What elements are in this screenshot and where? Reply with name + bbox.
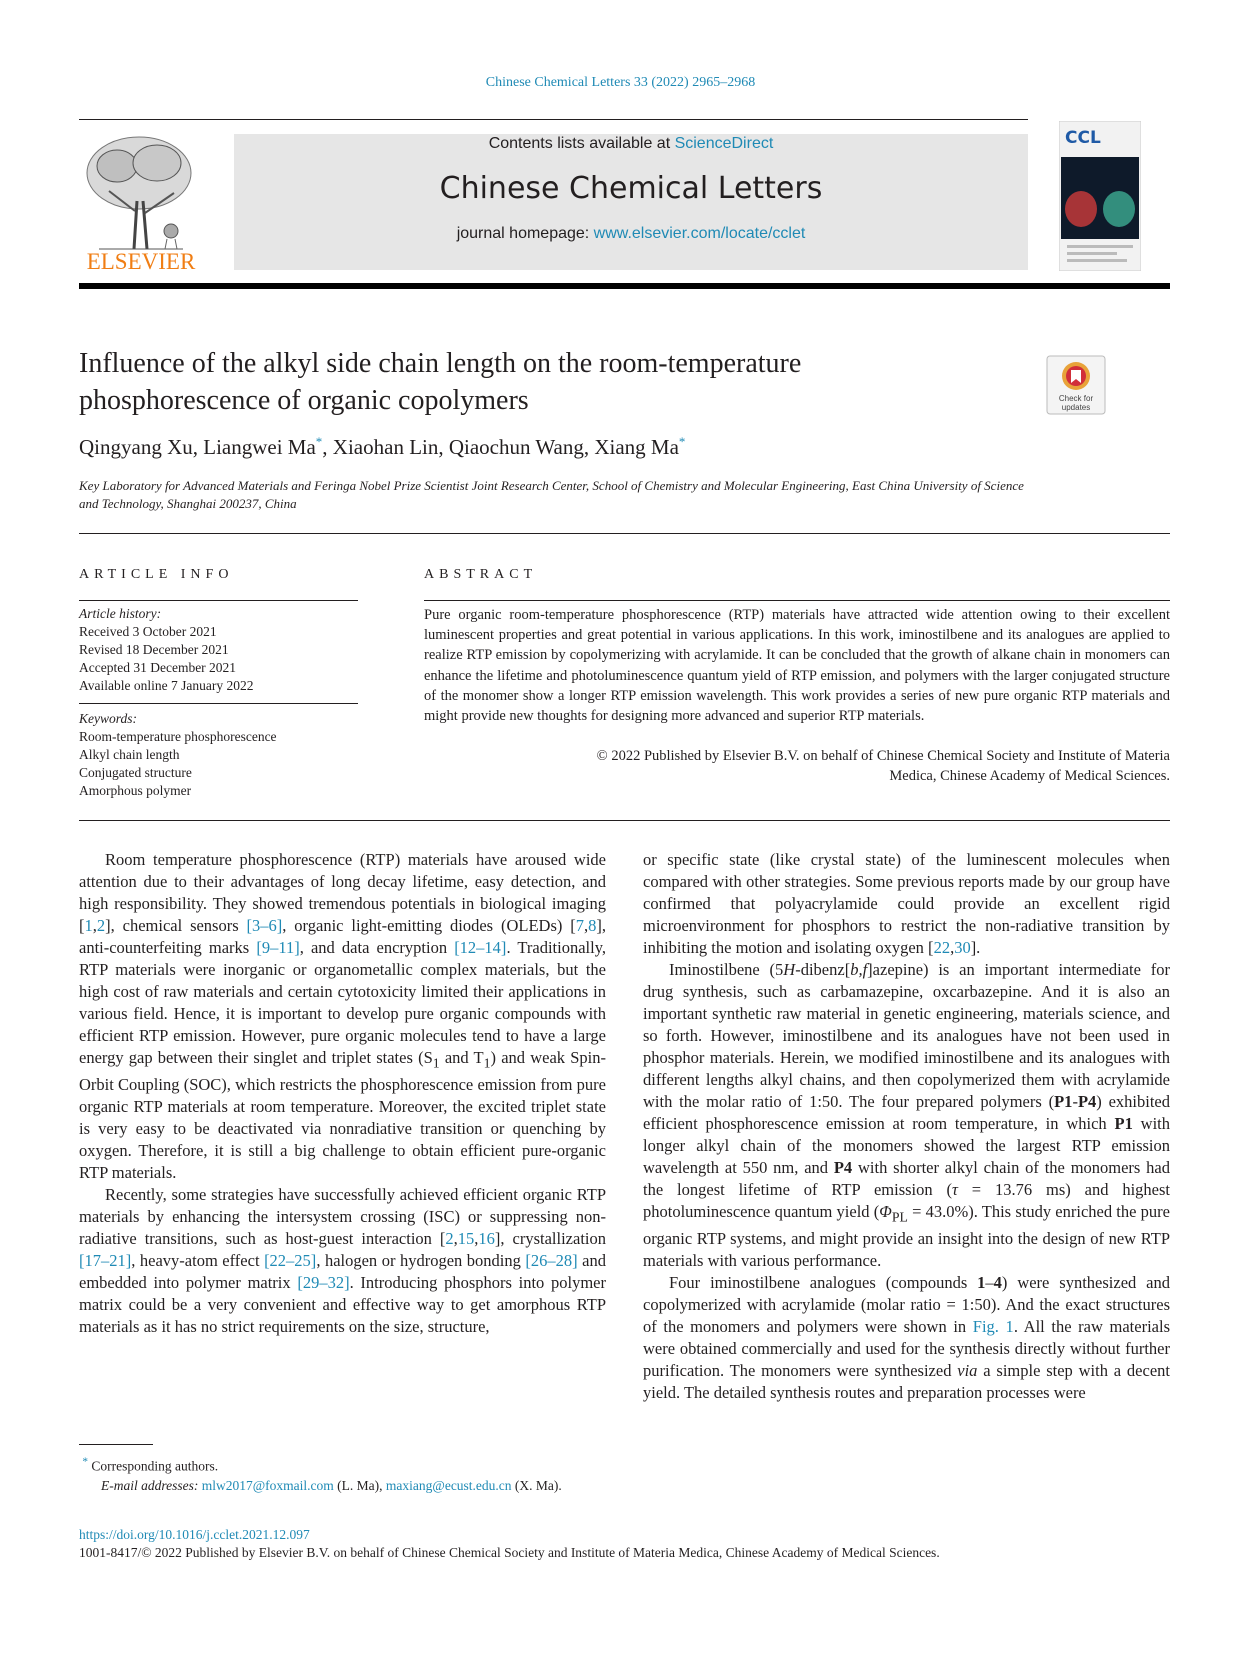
cover-title: CCL bbox=[1065, 128, 1101, 148]
keyword: Conjugated structure bbox=[79, 765, 192, 780]
doi-link[interactable]: https://doi.org/10.1016/j.cclet.2021.12.097 bbox=[79, 1527, 310, 1542]
email-link[interactable]: maxiang@ecust.edu.cn bbox=[385, 1477, 512, 1493]
citation-link[interactable]: [26–28] bbox=[525, 1251, 578, 1271]
history-revised: Revised 18 December 2021 bbox=[79, 642, 229, 657]
journal-reference[interactable]: Chinese Chemical Letters 33 (2022) 2965–2968 bbox=[485, 75, 756, 90]
copyright-line: © 2022 Published by Elsevier B.V. on behalf of Chinese Chemical Society and Institute of Materia bbox=[596, 748, 1170, 764]
homepage-link[interactable]: www.elsevier.com/locate/cclet bbox=[593, 225, 806, 242]
keyword: Amorphous polymer bbox=[79, 783, 192, 798]
homepage-line bbox=[234, 225, 1028, 243]
keyword: Room-temperature phosphorescence bbox=[79, 729, 277, 744]
history-received: Received 3 October 2021 bbox=[79, 624, 217, 639]
citation-link[interactable]: 22 bbox=[933, 938, 951, 957]
author: Qingyang Xu bbox=[79, 435, 193, 459]
author: Liangwei Ma bbox=[203, 435, 316, 459]
citation-link[interactable]: [22–25] bbox=[264, 1251, 317, 1271]
paragraph: Iminostilbene (5H-dibenz[b,f]azepine) is an important intermediate for drug synthesis, such as carbamazepine, oxcarbazepine. And it is also an important synthetic raw material in genetic engineering, materials science, and so forth. However, iminostilbene and its analogues have not been used in phosphor materials. Herein, we modified iminostilbene and its analogues with different lengths alkyl chains, and then copolymerized them with acrylamide with the molar ratio of 1:50. The four prepared polymers (P1-P4) exhibited efficient phosphorescence emission at room temperature, in which P1 with longer alkyl chain of the monomers showed the largest RTP emission wavelength at 550 nm, and P4 with shorter alkyl chain of the monomers had the longest lifetime of RTP emission (τ = 13.76 ms) and highest photoluminescence quantum yield $(\Phi_{PL} = 43.0\%)$. This study enriched the pure organic RTP systems, and might provide an insight into the design of new RTP materials with various performance. bbox=[643, 960, 1170, 1271]
history-accepted: Accepted 31 December 2021 bbox=[79, 660, 237, 675]
citation-link[interactable]: 15 bbox=[457, 1229, 475, 1249]
body-column-left bbox=[79, 849, 606, 1338]
top-rule bbox=[79, 119, 1028, 120]
svg-text:Check for: Check for bbox=[1058, 394, 1094, 403]
paragraph: Room temperature phosphorescence (RTP) materials have aroused wide attention due to their advantages of long decay lifetime, easy detection, and high responsibility. They showed tremendous potentials in biological imaging [1,2], chemical sensors [3–6], organic light-emitting diodes (OLEDs) [7,8], anti-counterfeiting marks [9–11], and data encryption [12–14]. Traditionally, RTP materials were inorganic or organometallic complex materials, but the high cost of raw materials and certain cytotoxicity limited their applications in various field. Hence, it is important to develop pure organic compounds with efficient RTP emission. However, pure organic molecules tend to have a large energy gap between their singlet and triplet states ($S_1$ and $T_1$) and weak Spin-Orbit Coupling (SOC), which restricts the phosphorescence emission from pure organic RTP materials at room temperature. Moreover, the excited triplet state is very easy to be deactivated via nonradiative transition or quenching by oxygen. Therefore, it is still a big challenge to obtain efficient pure-organic RTP materials. bbox=[79, 850, 606, 1183]
elsevier-wordmark: ELSEVIER bbox=[86, 249, 196, 274]
citation-link[interactable]: 2 bbox=[445, 1229, 454, 1249]
affiliation: Key Laboratory for Advanced Materials and Feringa Nobel Prize Scientist Joint Research Center, School of Chemistry and Molecular Engineering, East China University of Science and Technology, Shanghai 200237, China bbox=[79, 478, 1024, 511]
figure-link[interactable]: Fig. 1 bbox=[972, 1317, 1014, 1337]
rule bbox=[79, 820, 1170, 821]
paragraph: Recently, some strategies have successfully achieved efficient organic RTP materials by enhancing the intersystem crossing (ISC) or suppressing non-radiative transitions, such as host-guest interaction [2,15,16], crystallization [17–21], heavy-atom effect [22–25], halogen or hydrogen bonding [26–28] and embedded into polymer matrix [29–32]. Introducing phosphors into polymer matrix could be a very convenient and effective way to get amorphous RTP materials as it has no strict requirements on the size, structure, bbox=[79, 1185, 606, 1337]
author-list: Qingyang Xu, Liangwei Ma*, Xiaohan Lin, Qiaochun Wang, Xiang Ma* bbox=[79, 434, 686, 459]
elsevier-logo[interactable] bbox=[79, 131, 203, 274]
svg-text:updates: updates bbox=[1061, 403, 1091, 412]
journal-banner bbox=[234, 134, 1028, 270]
corresponding-note: * Corresponding authors. bbox=[82, 1456, 219, 1474]
citation-link[interactable]: 16 bbox=[478, 1229, 495, 1249]
abstract-heading: ABSTRACT bbox=[424, 567, 538, 582]
header-thick-rule bbox=[79, 283, 1170, 289]
citation-link[interactable]: [9–11] bbox=[256, 938, 300, 957]
rule bbox=[79, 600, 358, 601]
article-history bbox=[79, 605, 253, 695]
tree-icon bbox=[79, 131, 203, 274]
article-info-heading: ARTICLE INFO bbox=[79, 567, 234, 582]
keywords-label: Keywords: bbox=[79, 711, 137, 726]
abstract-text: Pure organic room-temperature phosphorescence (RTP) materials have attracted wide attention owing to their excellent luminescent properties and great potential in various applications. In this work, iminostilbene and its analogues are applied to realize RTP emission by copolymerizing with acrylamide. It can be concluded that the growth of alkane chain in monomers can enhance the lifetime and photoluminescence quantum yield of RTP emission, and polymers with the larger conjugated structure of the monomer show a longer RTP emission wavelength. This work provides a series of new pure organic RTP materials and might provide new thoughts for designing more advanced and superior RTP materials. bbox=[424, 607, 1170, 725]
journal-title: Chinese Chemical Letters bbox=[439, 171, 823, 206]
citation-link[interactable]: 1 bbox=[84, 916, 93, 935]
homepage-prefix: journal homepage: bbox=[456, 225, 594, 242]
corresponding-mark[interactable]: * bbox=[678, 434, 686, 449]
check-for-updates-icon bbox=[1046, 355, 1106, 415]
footnote bbox=[79, 1453, 606, 1495]
citation-link[interactable]: 7 bbox=[575, 916, 584, 935]
citation-link[interactable]: [17–21] bbox=[79, 1251, 132, 1271]
citation-link[interactable]: 2 bbox=[96, 916, 106, 935]
footnote-rule bbox=[79, 1444, 153, 1445]
citation-link[interactable]: [3–6] bbox=[246, 916, 283, 935]
author: Xiaohan Lin bbox=[332, 435, 439, 459]
author: Xiang Ma bbox=[594, 435, 679, 459]
history-label: Article history: bbox=[79, 606, 162, 621]
email-note: E-mail addresses: mlw2017@foxmail.com (L. Ma), maxiang@ecust.edu.cn (X. Ma). bbox=[101, 1477, 562, 1493]
keywords bbox=[79, 710, 277, 800]
citation-link[interactable]: [12–14] bbox=[454, 938, 507, 957]
email-link[interactable]: mlw2017@foxmail.com bbox=[201, 1477, 334, 1493]
citation-link[interactable]: [29–32] bbox=[297, 1273, 350, 1293]
cover-image bbox=[1059, 121, 1141, 271]
article-title: Influence of the alkyl side chain length on the room-temperature phosphorescence of organic copolymers bbox=[79, 348, 802, 416]
abstract-copyright bbox=[424, 746, 1170, 786]
corresponding-mark[interactable]: * bbox=[315, 434, 323, 449]
paragraph: or specific state (like crystal state) of the luminescent molecules when compared with other strategies. Some previous reports made by our group have confirmed that polyacrylamide could provide an excellent rigid microenvironment for phosphors to restrict the non-radiative transition by inhibiting the motion and isolating oxygen [22,30]. bbox=[643, 850, 1170, 957]
issn-copyright: 1001-8417/© 2022 Published by Elsevier B.V. on behalf of Chinese Chemical Society and Institute of Materia Medica, Chinese Academy of Medical Sciences. bbox=[79, 1545, 940, 1560]
paragraph: Four iminostilbene analogues (compounds 1–4) were synthesized and copolymerized with acrylamide (molar ratio = 1:50). And the exact structures of the monomers and polymers were shown in Fig. 1. All the raw materials were obtained commercially and used for the synthesis directly without further purification. The monomers were synthesized via a simple step with a decent yield. The detailed synthesis routes and preparation processes were bbox=[643, 1273, 1170, 1403]
contents-line bbox=[234, 134, 1028, 153]
history-online: Available online 7 January 2022 bbox=[79, 678, 254, 693]
author: Qiaochun Wang bbox=[448, 435, 584, 459]
citation-link[interactable]: 8 bbox=[588, 916, 597, 935]
citation-link[interactable]: 30 bbox=[954, 938, 971, 957]
rule bbox=[424, 600, 1170, 601]
rule bbox=[79, 533, 1170, 534]
keyword: Alkyl chain length bbox=[79, 747, 180, 762]
body-column-right bbox=[643, 849, 1170, 1404]
sciencedirect-link[interactable]: ScienceDirect bbox=[674, 135, 774, 152]
rule bbox=[79, 703, 358, 704]
copyright-line: Medica, Chinese Academy of Medical Sciences. bbox=[889, 768, 1170, 785]
contents-prefix: Contents lists available at bbox=[488, 135, 675, 152]
check-for-updates-button[interactable] bbox=[1046, 355, 1106, 415]
journal-cover[interactable] bbox=[1059, 121, 1141, 271]
